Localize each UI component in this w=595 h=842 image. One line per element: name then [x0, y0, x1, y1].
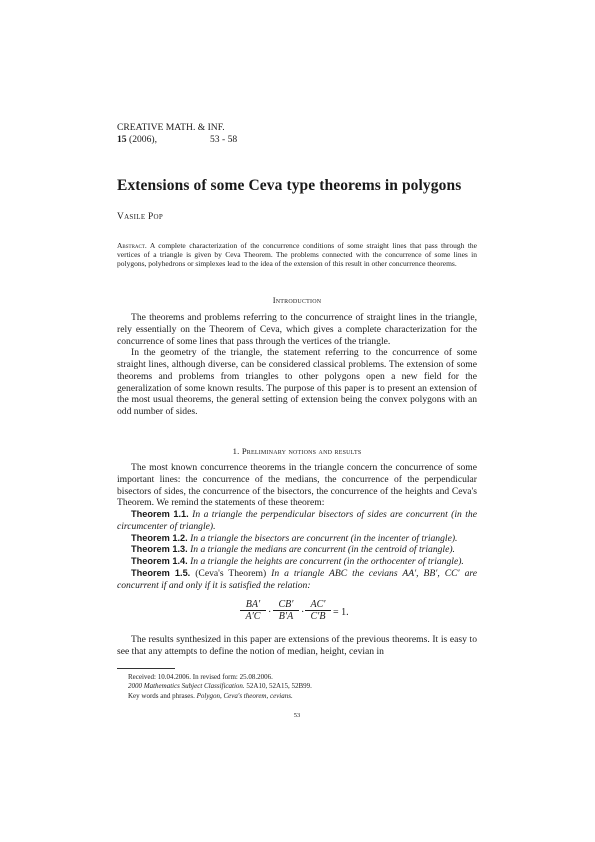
footnotes	[128, 673, 477, 701]
msc-codes: 52A10, 52A15, 52B99.	[246, 682, 312, 691]
fraction-numerator: CB′	[273, 599, 299, 611]
keywords-line	[128, 692, 477, 701]
received-date: Received: 10.04.2006. In revised form: 25.08.2006.	[128, 673, 273, 681]
theorem-label: Theorem 1.5.	[131, 567, 191, 578]
paragraph: The theorems and problems referring to the concurrence of straight lines in the triangle, rely essentially on the Theorem of Ceva, which gives a complete characterization for the concurrence of some lines that pass through the vertices of the triangle.	[117, 312, 477, 347]
abstract	[117, 241, 477, 269]
paragraph: The results synthesized in this paper are extensions of the previous theorems. It is easy to see that any attempts to define the notion of median, height, cevian in	[117, 634, 477, 657]
section-heading-preliminary: 1. Preliminary notions and results	[232, 446, 362, 456]
fraction-numerator: BA′	[240, 599, 266, 611]
theorem-label: Theorem 1.3.	[131, 544, 188, 555]
closing-paragraph	[117, 634, 477, 658]
paragraph: In the geometry of the triangle, the statement referring to the concurrence of some straight lines, although diverse, can be considered classical problems. The extension of some theorems and problems from triangles to other polygons open a new field for the generalization of some known results. The purpose of this paper is to present an extension of the most usual theorems, the general setting of extension being the convex polygons with an odd number of sides.	[117, 347, 477, 417]
journal-name: CREATIVE MATH. & INF.	[117, 122, 225, 133]
keywords-label: Key words and phrases.	[128, 691, 195, 700]
theorem-1-1	[117, 509, 477, 533]
abstract-text: A complete characterization of the concurrence conditions of some straight lines that pass through the vertices of a triangle is given by Ceva Theorem. The problems connected with the concurrence of some lines in polygons, polyhedrons or simplexes lead to the idea of the extension of this result in other concurrence theorems.	[117, 241, 477, 269]
theorem-1-5	[117, 568, 477, 592]
author-name: Vasile Pop	[117, 212, 164, 222]
section1-body	[117, 462, 477, 591]
theorem-label: Theorem 1.1.	[131, 509, 189, 519]
fraction-denominator: A′C	[245, 611, 261, 622]
theorem-1-3	[117, 544, 477, 556]
theorem-prefix: (Ceva's Theorem)	[195, 567, 267, 579]
fraction	[240, 599, 266, 623]
journal-header	[117, 122, 238, 145]
footnote-rule	[117, 668, 175, 669]
abstract-label: Abstract.	[117, 241, 147, 250]
fraction	[273, 599, 299, 623]
ceva-formula	[240, 599, 360, 627]
theorem-text: In a triangle the heights are concurrent (in the orthocenter of triangle).	[190, 556, 464, 567]
theorem-text: In a triangle the perpendicular bisectors of sides are concurrent (in the circumcenter of triangle).	[117, 509, 477, 532]
journal-volume-line	[117, 134, 225, 146]
paragraph: The most known concurrence theorems in the triangle concern the concurrence of some important lines: the concurrence of the medians, the concurrence of the perpendicular bisectors of sides, the concurrence of the bisectors, the concurrence of the heights and Ceva's Theorem. We remind the statements of these theorem:	[117, 462, 477, 509]
theorem-label: Theorem 1.4.	[131, 556, 188, 566]
theorem-text: In a triangle the bisectors are concurrent (in the incenter of triangle).	[190, 532, 458, 544]
journal-pages: 53 - 58	[210, 133, 238, 145]
theorem-1-2	[117, 533, 477, 545]
keywords: Polygon, Ceva's theorem, cevians.	[196, 691, 293, 700]
journal-volume: 15	[117, 133, 127, 145]
theorem-text: In a triangle ABC the cevians AA′, BB′, CC′ are concurrent if and only if it is satisfied the relation:	[117, 567, 478, 591]
theorem-1-4	[117, 556, 477, 568]
formula-rhs: = 1.	[333, 607, 349, 618]
theorem-text: In a triangle the medians are concurrent (in the centroid of triangle).	[190, 544, 455, 556]
fraction	[305, 599, 331, 623]
fraction-numerator: AC′	[305, 599, 331, 611]
journal-year: (2006),	[129, 133, 157, 145]
introduction-body	[117, 312, 477, 418]
page-number: 53	[293, 712, 301, 719]
multiplication-dot: ·	[268, 607, 272, 618]
theorem-label: Theorem 1.2.	[131, 532, 188, 543]
section-heading-introduction: Introduction	[272, 295, 322, 305]
fraction-denominator: B′A	[278, 611, 294, 622]
fraction-denominator: C′B	[310, 611, 326, 622]
msc-line	[128, 682, 477, 691]
multiplication-dot: ·	[301, 607, 305, 618]
paper-title: Extensions of some Ceva type theorems in polygons	[117, 177, 462, 194]
msc-label: 2000 Mathematics Subject Classification.	[128, 682, 245, 691]
